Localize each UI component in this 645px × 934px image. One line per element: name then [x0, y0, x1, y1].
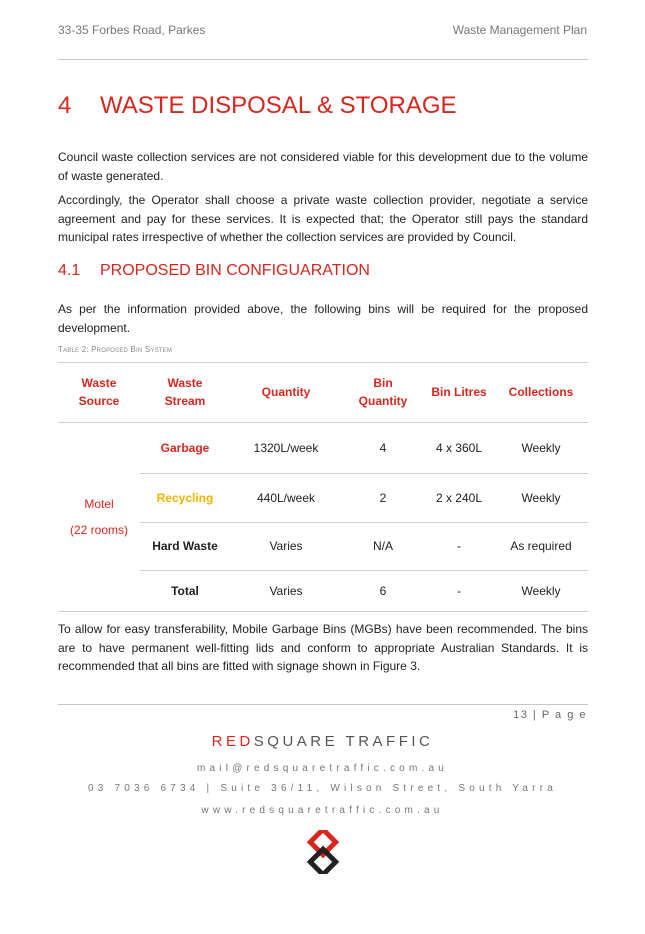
table-cell-quantity: 440L/week	[256, 490, 316, 505]
header-text: Quantity	[358, 394, 408, 408]
table-cell-quantity: Varies	[269, 583, 303, 598]
redsquare-logo-icon	[299, 830, 347, 874]
table-cell-quantity: 1320L/week	[253, 440, 319, 455]
table-cell-litres: -	[457, 539, 461, 553]
section-number: 4	[58, 92, 72, 119]
source-name: Motel	[84, 496, 114, 511]
header-address: 33-35 Forbes Road, Parkes	[58, 23, 206, 37]
header-text: Bin	[373, 376, 393, 390]
footer-website: www.redsquaretraffic.com.au	[201, 805, 444, 816]
brand-name-rest: SQUARE TRAFFIC	[253, 733, 434, 750]
paragraph-4: To allow for easy transferability, Mobile Garbage Bins (MGBs) have been recommended. The bins are to have permanent well-fitting lids and conform to appropriate Australian Standards. It is recommended that all bins are fitted with signage shown in Figure 3.	[58, 622, 588, 673]
bin-system-table	[58, 362, 588, 612]
table-cell-litres: -	[457, 583, 461, 598]
subsection-heading	[58, 262, 370, 280]
source-detail: (22 rooms)	[69, 522, 128, 537]
header-text: Waste	[167, 376, 203, 390]
header-text: Source	[78, 394, 120, 408]
section-title: WASTE DISPOSAL & STORAGE	[100, 92, 457, 119]
page-number: 13 | P a g e	[513, 709, 587, 721]
subsection-title: PROPOSED BIN CONFIGUARATION	[100, 262, 370, 279]
header-doc-title: Waste Management Plan	[452, 23, 587, 37]
header-quantity: Quantity	[261, 385, 311, 399]
table-cell-stream: Recycling	[156, 490, 214, 505]
table-cell-collections: Weekly	[521, 583, 561, 598]
table-cell-stream: Hard Waste	[152, 539, 218, 553]
table-cell-collections: As required	[510, 539, 572, 553]
table-cell-litres: 4 x 360L	[435, 440, 483, 455]
footer-divider	[58, 704, 588, 705]
waste-source-cell	[58, 422, 140, 611]
table-cell-collections: Weekly	[521, 490, 561, 505]
brand-name-red: RED	[211, 733, 254, 750]
table-caption: Table 2: Proposed Bin System	[58, 345, 173, 354]
header-waste-source	[58, 362, 140, 422]
table-cell-bins: N/A	[372, 539, 393, 553]
table-cell-stream: Total	[171, 583, 199, 598]
table-cell-litres: 2 x 240L	[435, 490, 483, 505]
table-cell-quantity: Varies	[269, 539, 303, 553]
footer-email: mail@redsquaretraffic.com.au	[197, 763, 448, 774]
header-waste-stream	[140, 362, 230, 422]
table-cell-bins: 4	[379, 440, 387, 455]
section-heading	[58, 92, 457, 120]
table-bottom-rule	[58, 611, 588, 612]
table-cell-bins: 2	[379, 490, 387, 505]
brand-name	[0, 733, 645, 750]
paragraph-2: Accordingly, the Operator shall choose a private waste collection provider, negotiate a service agreement and pay for these services. It is expected that; the Operator still pays the standard municipal rates irrespective of whether the collection services are provided by Council.	[58, 193, 588, 244]
header-divider	[58, 59, 588, 60]
table-cell-collections: Weekly	[521, 440, 561, 455]
subsection-number: 4.1	[58, 262, 81, 279]
table-cell-bins: 6	[379, 583, 387, 598]
footer-contact: 03 7036 6734 | Suite 36/11, Wilson Street, South Yarra	[88, 783, 557, 794]
page-header	[58, 23, 587, 39]
header-text: Waste	[81, 376, 117, 390]
header-bin-litres: Bin Litres	[431, 385, 487, 399]
table-cell-stream: Garbage	[160, 440, 210, 455]
header-collections: Collections	[508, 385, 574, 399]
header-bin-quantity	[342, 362, 424, 422]
paragraph-3: As per the information provided above, the following bins will be required for the proposed development.	[58, 302, 588, 335]
paragraph-1: Council waste collection services are not considered viable for this development due to the volume of waste generated.	[58, 150, 588, 183]
header-text: Stream	[164, 394, 206, 408]
